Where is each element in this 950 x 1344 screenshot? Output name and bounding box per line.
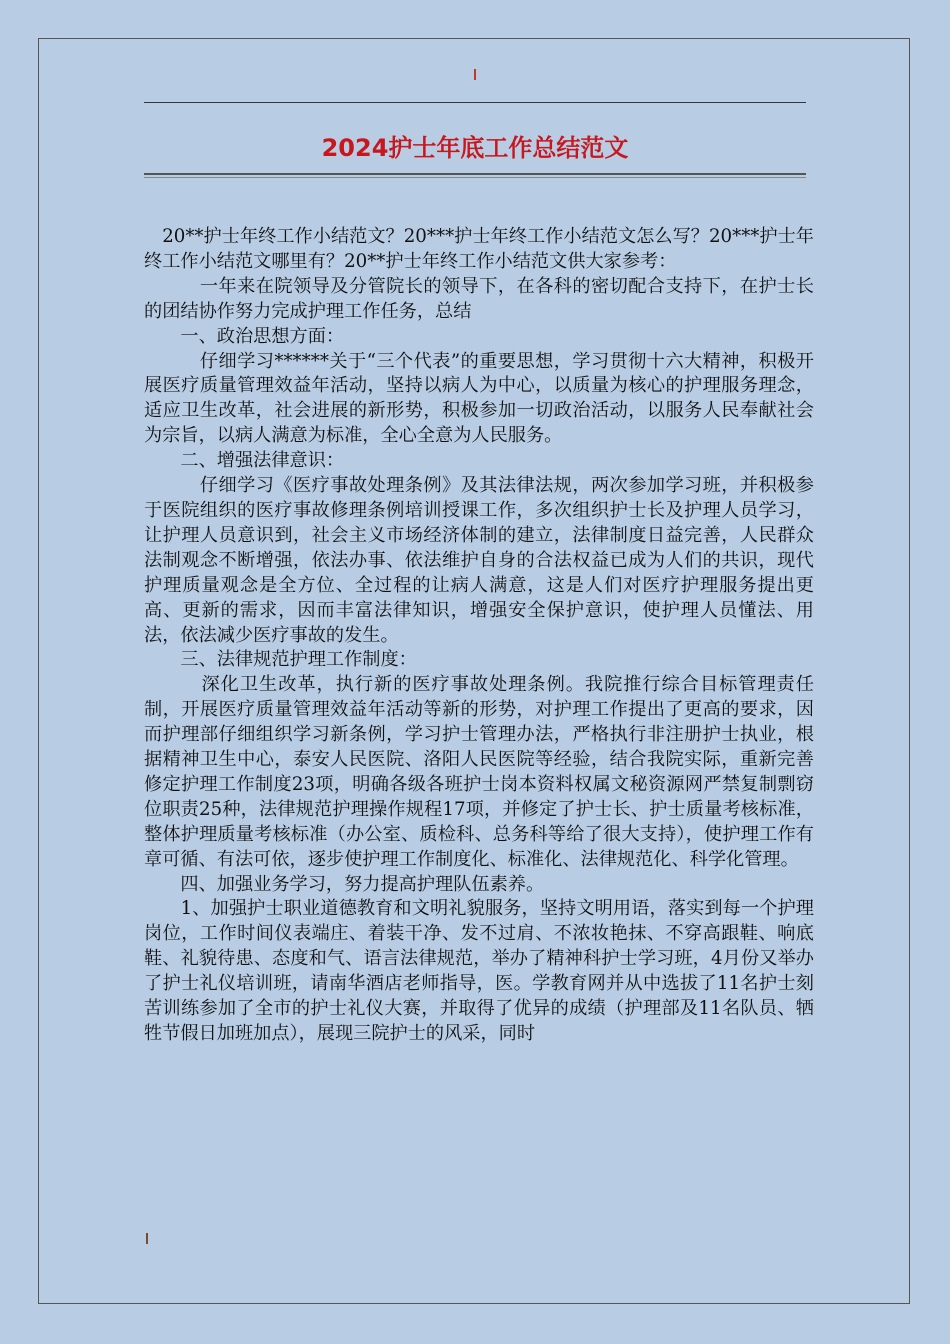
section-heading-1: 一、政治思想方面：	[144, 325, 345, 347]
title-rule-thin	[144, 177, 806, 178]
document-title: 2024护士年底工作总结范文	[321, 134, 629, 162]
document-body	[144, 225, 814, 1047]
section-heading-4: 四、加强业务学习，努力提高护理队伍素养。	[144, 873, 545, 895]
title-rule	[144, 173, 806, 175]
header-rule	[144, 102, 806, 103]
section-heading-3: 三、法律规范护理工作制度：	[144, 649, 417, 671]
paragraph-regulations: 深化卫生改革，执行新的医疗事故处理条例。我院推行综合目标管理责任制，开展医疗质量管理效益年活动等新的形势，对护理工作提出了更高的要求，因而护理部仔细组织学习新条例，学习护士管理办法，严格执行非注册护士执业，根据精神卫生中心，泰安人民医院、洛阳人民医院等经验，结合我院实际，重新完善修定护理工作制度23项，明确各级各班护士岗本资料权属文秘资源网严禁复制剽窃位职责25种，法律规范护理操作规程17项，并修定了护士长、护士质量考核标准，整体护理质量考核标准（办公室、质检科、总务科等给了很大支持），使护理工作有章可循、有法可依，逐步使护理工作制度化、标准化、法律规范化、科学化管理。	[144, 674, 814, 870]
paragraph-politics: 仔细学习******关于“三个代表”的重要思想，学习贯彻十六大精神，积极开展医疗质量管理效益年活动，坚持以病人为中心，以质量为核心的护理服务理念，适应卫生改革，社会进展的新形势，积极参加一切政治活动，以服务人民奉献社会为宗旨，以病人满意为标准，全心全意为人民服务。	[144, 350, 814, 447]
header-mark	[474, 69, 476, 80]
paragraph-study: 1、加强护士职业道德教育和文明礼貌服务，坚持文明用语，落实到每一个护理岗位，工作时间仪表端庄、着装干净、发不过肩、不浓妆艳抹、不穿高跟鞋、响底鞋、礼貌待患、态度和气、语言法律规范，举办了精神科护士学习班，4月份又举办了护士礼仪培训班，请南华酒店老师指导，医。学教育网并从中选拔了11名护士刻苦训练参加了全市的护士礼仪大赛，并取得了优异的成绩（护理部及11名队员、牺牲节假日加班加点），展现三院护士的风采，同时	[144, 898, 814, 1044]
section-heading-2: 二、增强法律意识：	[144, 450, 345, 472]
paragraph-law: 仔细学习《医疗事故处理条例》及其法律法规，两次参加学习班，并积极参于医院组织的医疗事故修理条例培训授课工作，多次组织护士长及护理人员学习，让护理人员意识到，社会主义市场经济体制的建立，法律制度日益完善，人民群众法制观念不断增强，依法办事、依法维护自身的合法权益已成为人们的共识，现代护理质量观念是全方位、全过程的让病人满意，这是人们对医疗护理服务提出更高、更新的需求，因而丰富法律知识，增强安全保护意识，使护理人员懂法、用法，依法减少医疗事故的发生。	[144, 475, 814, 646]
footer-mark	[146, 1233, 148, 1244]
paragraph-intro: 20**护士年终工作小结范文？20***护士年终工作小结范文怎么写？20***护士年终工作小结范文哪里有？20**护士年终工作小结范文供大家参考：	[144, 226, 814, 272]
paragraph-opening: 一年来在院领导及分管院长的领导下，在各科的密切配合支持下，在护士长的团结协作努力完成护理工作任务，总结	[144, 275, 814, 322]
